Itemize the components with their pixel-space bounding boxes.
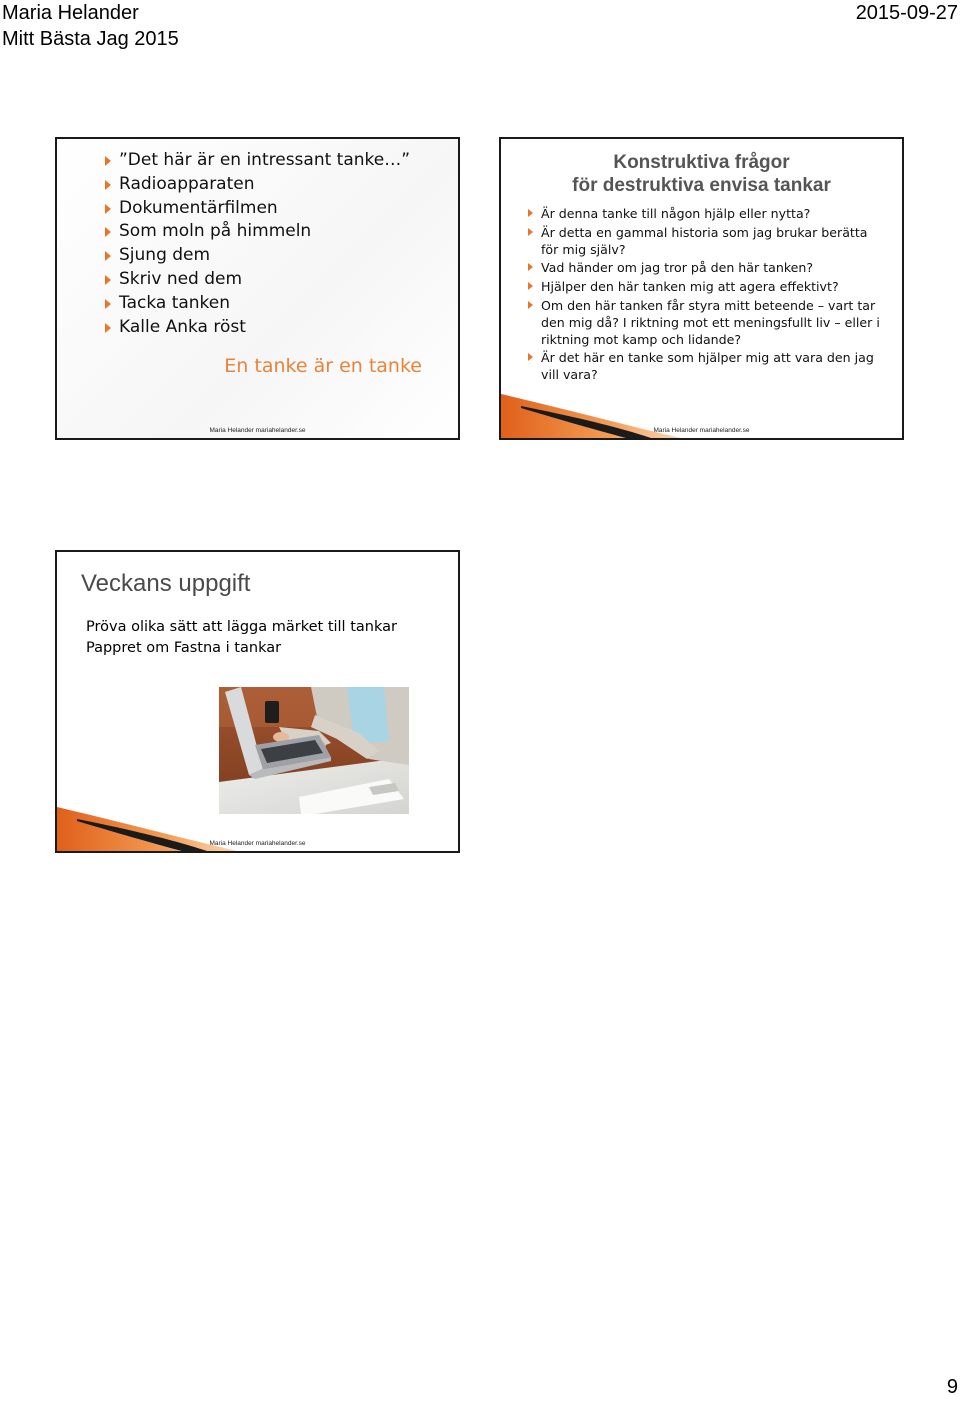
triangle-bullet-icon bbox=[105, 251, 111, 261]
list-item bbox=[105, 149, 410, 173]
list-item bbox=[105, 197, 410, 221]
triangle-bullet-icon bbox=[105, 180, 111, 190]
list-item-text: Tacka tanken bbox=[119, 292, 231, 313]
slide-1-bullet-list bbox=[105, 149, 410, 339]
list-item-text: Som moln på himmeln bbox=[119, 221, 312, 242]
slide-2-title-line-1: Konstruktiva frågor bbox=[613, 152, 790, 173]
triangle-bullet-icon bbox=[105, 227, 111, 237]
slide-thought-techniques bbox=[55, 137, 460, 440]
slide-2-title bbox=[501, 151, 902, 197]
list-item-text: Radioapparaten bbox=[119, 173, 255, 194]
slide-footer: Maria Helander mariahelander.se bbox=[209, 427, 306, 434]
triangle-bullet-icon bbox=[528, 301, 533, 309]
slide-constructive-questions bbox=[499, 137, 904, 440]
header-course: Mitt Bästa Jag 2015 bbox=[2, 28, 179, 50]
assignment-line: Pröva olika sätt att lägga märket till tankar bbox=[86, 619, 397, 635]
assignment-line: Pappret om Fastna i tankar bbox=[86, 640, 282, 656]
list-item-text: Om den här tanken får styra mitt beteende – vart tar den mig då? I riktning mot ett meningsfullt liv – eller i riktning mot kamp och lidande? bbox=[541, 297, 880, 347]
triangle-bullet-icon bbox=[105, 156, 111, 166]
triangle-bullet-icon bbox=[528, 228, 533, 236]
slide-footer: Maria Helander mariahelander.se bbox=[209, 840, 306, 847]
laptop-photo bbox=[219, 687, 409, 814]
header-date: 2015-09-27 bbox=[855, 2, 958, 24]
list-item bbox=[105, 292, 410, 316]
slide-1-tagline: En tanke är en tanke bbox=[224, 355, 422, 377]
list-item-text: Dokumentärfilmen bbox=[119, 197, 278, 218]
list-item-text: Är detta en gammal historia som jag brukar berätta för mig själv? bbox=[541, 224, 868, 257]
list-item-text: Är denna tanke till någon hjälp eller nytta? bbox=[541, 206, 811, 221]
list-item bbox=[105, 173, 410, 197]
list-item-text: ”Det här är en intressant tanke…” bbox=[119, 150, 411, 170]
list-item-text: Är det här en tanke som hjälper mig att vara den jag vill vara? bbox=[541, 350, 874, 383]
triangle-bullet-icon bbox=[528, 263, 533, 271]
list-item-text: Hjälper den här tanken mig att agera effektivt? bbox=[541, 279, 839, 295]
slide-2-title-line-2: för destruktiva envisa tankar bbox=[572, 175, 831, 196]
triangle-bullet-icon bbox=[105, 323, 111, 333]
slide-3-body bbox=[86, 617, 397, 659]
list-item-text: Vad händer om jag tror på den här tanken? bbox=[541, 260, 814, 276]
page-number: 9 bbox=[946, 1376, 958, 1398]
list-item bbox=[105, 220, 410, 244]
triangle-bullet-icon bbox=[528, 282, 533, 290]
list-item bbox=[528, 205, 888, 222]
list-item bbox=[528, 278, 888, 295]
list-item bbox=[528, 224, 888, 258]
list-item bbox=[105, 244, 410, 268]
list-item bbox=[528, 259, 888, 276]
slide-3-title: Veckans uppgift bbox=[81, 570, 251, 597]
list-item-text: Kalle Anka röst bbox=[119, 316, 246, 337]
triangle-bullet-icon bbox=[528, 353, 533, 361]
header-author: Maria Helander bbox=[2, 2, 139, 24]
slide-weekly-assignment bbox=[55, 550, 460, 853]
slide-2-question-list bbox=[528, 205, 888, 385]
triangle-bullet-icon bbox=[528, 209, 533, 217]
list-item-text: Skriv ned dem bbox=[119, 268, 243, 289]
list-item bbox=[528, 297, 888, 348]
list-item bbox=[528, 349, 888, 383]
triangle-bullet-icon bbox=[105, 299, 111, 309]
triangle-bullet-icon bbox=[105, 204, 111, 214]
triangle-bullet-icon bbox=[105, 275, 111, 285]
list-item-text: Sjung dem bbox=[119, 245, 211, 266]
list-item bbox=[105, 316, 410, 340]
list-item bbox=[105, 268, 410, 292]
slide-footer: Maria Helander mariahelander.se bbox=[653, 427, 750, 434]
